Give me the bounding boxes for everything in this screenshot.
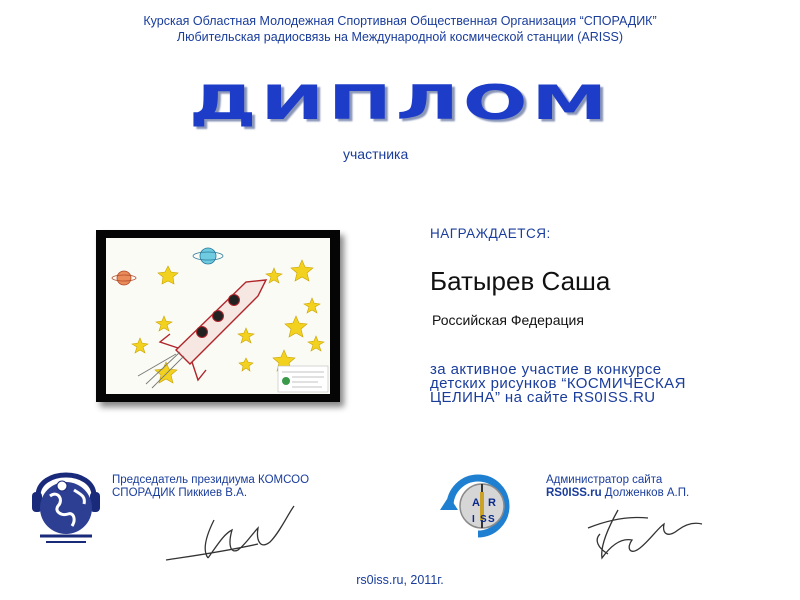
diploma-title: ДИПЛОМ <box>188 74 612 131</box>
reason-line-3: ЦЕЛИНА” на сайте RS0ISS.RU <box>430 389 656 406</box>
recipient-name: Батырев Саша <box>430 266 611 296</box>
reason-line-2: детских рисунков “КОСМИЧЕСКАЯ <box>430 375 686 392</box>
ariss-letter-r: R <box>488 497 496 509</box>
ariss-letter-s1: S <box>480 514 487 525</box>
rocket-drawing <box>106 238 330 394</box>
site-name: RS0ISS.ru <box>546 487 602 499</box>
awarded-label: НАГРАЖДАЕТСЯ: <box>430 226 551 241</box>
recipient-country: Российская Федерация <box>432 312 584 328</box>
children-drawing-frame <box>96 230 340 402</box>
header-ariss-line: Любительская радиосвязь на Международной космической станции (ARISS) <box>176 30 624 44</box>
ariss-letter-i: I <box>472 514 475 525</box>
right-signatory-title: Администратор сайта <box>546 474 663 486</box>
reason-line-1: за активное участие в конкурсе <box>430 361 662 378</box>
right-signatory-person: Долженков А.П. <box>601 487 690 499</box>
diploma-subtitle: участника <box>343 146 409 162</box>
left-signature-icon <box>162 500 302 570</box>
right-signature-icon <box>578 498 708 570</box>
left-signatory-title: Председатель президиума КОМСОО <box>112 474 310 486</box>
left-signatory-name: СПОРАДИК Пиккиев В.А. <box>112 487 248 499</box>
ariss-letter-s2: S <box>488 514 495 525</box>
ariss-logo-icon <box>436 466 520 546</box>
globe-headset-logo-icon <box>24 456 108 554</box>
footer-site-year: rs0iss.ru, 2011г. <box>356 573 444 587</box>
ariss-letter-a: A <box>472 497 480 509</box>
header-org-line: Курская Областная Молодежная Спортивная Общественная Организация “СПОРАДИК” <box>143 14 657 28</box>
